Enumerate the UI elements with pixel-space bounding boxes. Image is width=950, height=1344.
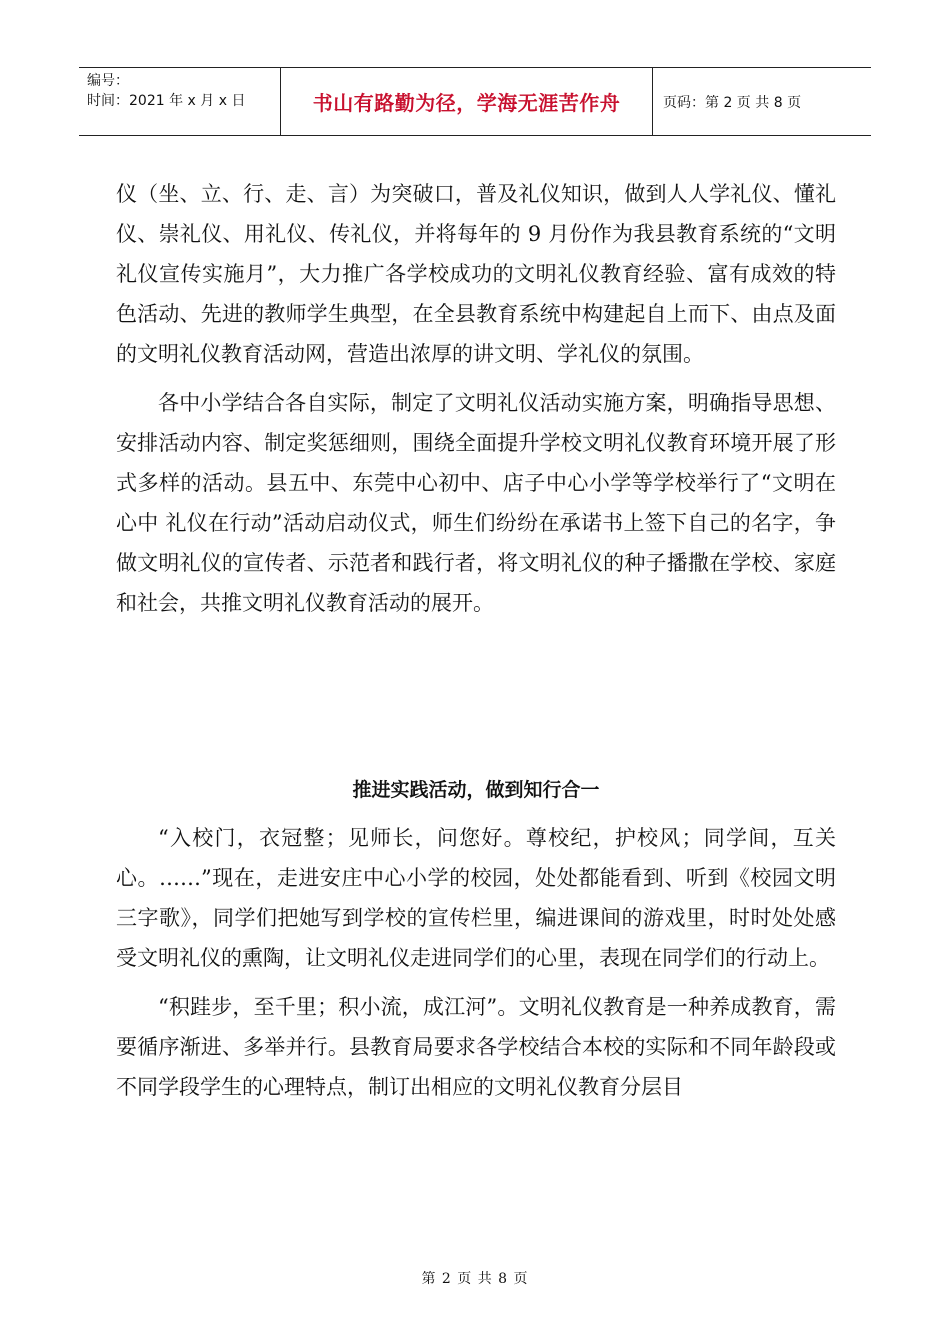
document-header [79, 67, 871, 136]
paragraph-2: 各中小学结合各自实际，制定了文明礼仪活动实施方案，明确指导思想、安排活动内容、制定奖惩细则，围绕全面提升学校文明礼仪教育环境开展了形式多样的活动。县五中、东莞中心初中、店子中心小学等学校举行了“文明在心中 礼仪在行动”活动启动仪式，师生们纷纷在承诺书上签下自己的名字，争做文明礼仪的宣传者、示范者和践行者，将文明礼仪的种子播撒在学校、家庭和社会，共推文明礼仪教育活动的展开。 [116, 391, 836, 615]
paragraph-4: “积跬步，至千里；积小流，成江河”。文明礼仪教育是一种养成教育，需要循序渐进、多举并行。县教育局要求各学校结合本校的实际和不同年龄段或不同学段学生的心理特点，制订出相应的文明礼仪教育分层目 [116, 995, 836, 1099]
document-number-label: 编号： [87, 73, 129, 89]
header-meta-cell [79, 68, 281, 135]
document-date-label: 时间：2021 年 x 月 x 日 [87, 93, 246, 109]
section-heading: 推进实践活动，做到知行合一 [352, 779, 600, 801]
paragraph-3: “入校门，衣冠整；见师长，问您好。尊校纪，护校风；同学间，互关心。……”现在，走进安庄中心小学的校园，处处都能看到、听到《校园文明三字歌》，同学们把她写到学校的宣传栏里，编进课间的游戏里，时时处处感受文明礼仪的熏陶，让文明礼仪走进同学们的心里，表现在同学们的行动上。 [116, 826, 836, 970]
document-body-lower [116, 818, 836, 1107]
header-motto: 书山有路勤为径，学海无涯苦作舟 [281, 68, 653, 135]
document-body-upper [116, 174, 836, 623]
page-footer: 第 2 页 共 8 页 [421, 1271, 529, 1287]
paragraph-1: 仪（坐、立、行、走、言）为突破口，普及礼仪知识，做到人人学礼仪、懂礼仪、崇礼仪、用礼仪、传礼仪，并将每年的 9 月份作为我县教育系统的“文明礼仪宣传实施月”，大力推广各学校成功的文明礼仪教育经验、富有成效的特色活动、先进的教师学生典型，在全县教育系统中构建起自上而下、由点及面的文明礼仪教育活动网，营造出浓厚的讲文明、学礼仪的氛围。 [116, 182, 836, 366]
header-page-info: 页码：第 2 页 共 8 页 [663, 94, 802, 111]
